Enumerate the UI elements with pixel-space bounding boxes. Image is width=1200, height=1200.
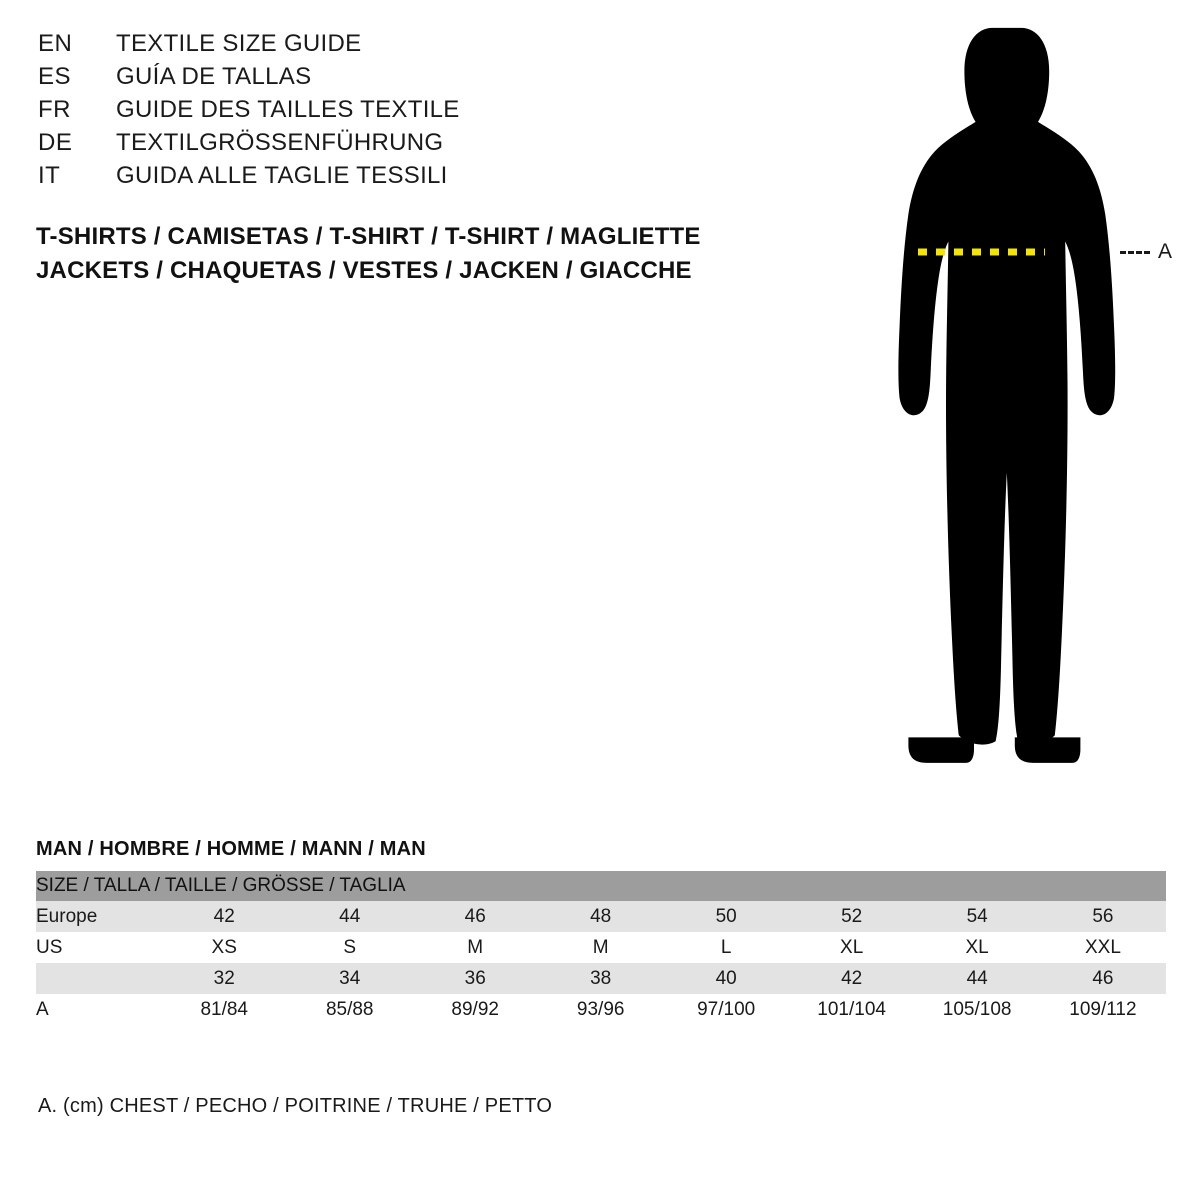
row-value: 38 — [538, 963, 663, 994]
row-value: 50 — [663, 901, 788, 932]
male-silhouette-icon — [800, 20, 1180, 790]
language-header-block — [38, 30, 758, 195]
row-value: 34 — [287, 963, 412, 994]
row-value: XS — [161, 932, 286, 963]
row-value: 93/96 — [538, 994, 663, 1025]
row-value: XXL — [1040, 932, 1166, 963]
row-value: M — [538, 932, 663, 963]
row-value: 44 — [914, 963, 1039, 994]
row-value: 89/92 — [412, 994, 537, 1025]
row-value: 54 — [914, 901, 1039, 932]
language-row — [38, 129, 758, 162]
language-title: TEXTILGRÖSSENFÜHRUNG — [116, 129, 444, 156]
table-header-row — [36, 871, 1166, 901]
language-row — [38, 63, 758, 96]
row-value: 52 — [789, 901, 914, 932]
body-silhouette-figure — [800, 20, 1180, 790]
language-title: GUIDA ALLE TAGLIE TESSILI — [116, 162, 448, 189]
language-title: TEXTILE SIZE GUIDE — [116, 30, 362, 57]
language-row — [38, 96, 758, 129]
table-header-label: SIZE / TALLA / TAILLE / GRÖSSE / TAGLIA — [36, 871, 1166, 901]
table-row — [36, 932, 1166, 963]
row-label: A — [36, 994, 161, 1025]
row-value: 40 — [663, 963, 788, 994]
language-title: GUIDE DES TAILLES TEXTILE — [116, 96, 460, 123]
row-value: 109/112 — [1040, 994, 1166, 1025]
callout-label-a: A — [1158, 240, 1173, 263]
table-row — [36, 994, 1166, 1025]
row-value: M — [412, 932, 537, 963]
language-code: IT — [38, 162, 61, 189]
row-value: 85/88 — [287, 994, 412, 1025]
row-value: 46 — [412, 901, 537, 932]
size-table-section — [36, 838, 1166, 1025]
row-value: L — [663, 932, 788, 963]
row-value: 32 — [161, 963, 286, 994]
garment-category-block — [36, 220, 701, 288]
row-value: 48 — [538, 901, 663, 932]
language-code: EN — [38, 30, 73, 57]
row-value: 56 — [1040, 901, 1166, 932]
callout-dash-line — [1120, 251, 1150, 254]
row-label — [36, 963, 161, 994]
row-value: S — [287, 932, 412, 963]
size-table — [36, 871, 1166, 1025]
row-label: US — [36, 932, 161, 963]
row-value: 36 — [412, 963, 537, 994]
row-value: 81/84 — [161, 994, 286, 1025]
garment-category-line: JACKETS / CHAQUETAS / VESTES / JACKEN / GIACCHE — [36, 257, 692, 284]
row-value: 105/108 — [914, 994, 1039, 1025]
row-value: 42 — [789, 963, 914, 994]
row-value: 44 — [287, 901, 412, 932]
language-code: FR — [38, 96, 71, 123]
language-row — [38, 162, 758, 195]
table-title: MAN / HOMBRE / HOMME / MANN / MAN — [36, 838, 426, 860]
chest-callout — [1120, 240, 1172, 264]
row-label: Europe — [36, 901, 161, 932]
row-value: 42 — [161, 901, 286, 932]
table-row — [36, 963, 1166, 994]
language-code: ES — [38, 63, 72, 90]
language-row — [38, 30, 758, 63]
row-value: 97/100 — [663, 994, 788, 1025]
row-value: XL — [914, 932, 1039, 963]
language-title: GUÍA DE TALLAS — [116, 63, 312, 90]
language-code: DE — [38, 129, 73, 156]
table-row — [36, 901, 1166, 932]
row-value: XL — [789, 932, 914, 963]
row-value: 101/104 — [789, 994, 914, 1025]
measurement-footnote: A. (cm) CHEST / PECHO / POITRINE / TRUHE / PETTO — [38, 1095, 553, 1117]
garment-category-line: T-SHIRTS / CAMISETAS / T-SHIRT / T-SHIRT / MAGLIETTE — [36, 223, 701, 250]
row-value: 46 — [1040, 963, 1166, 994]
